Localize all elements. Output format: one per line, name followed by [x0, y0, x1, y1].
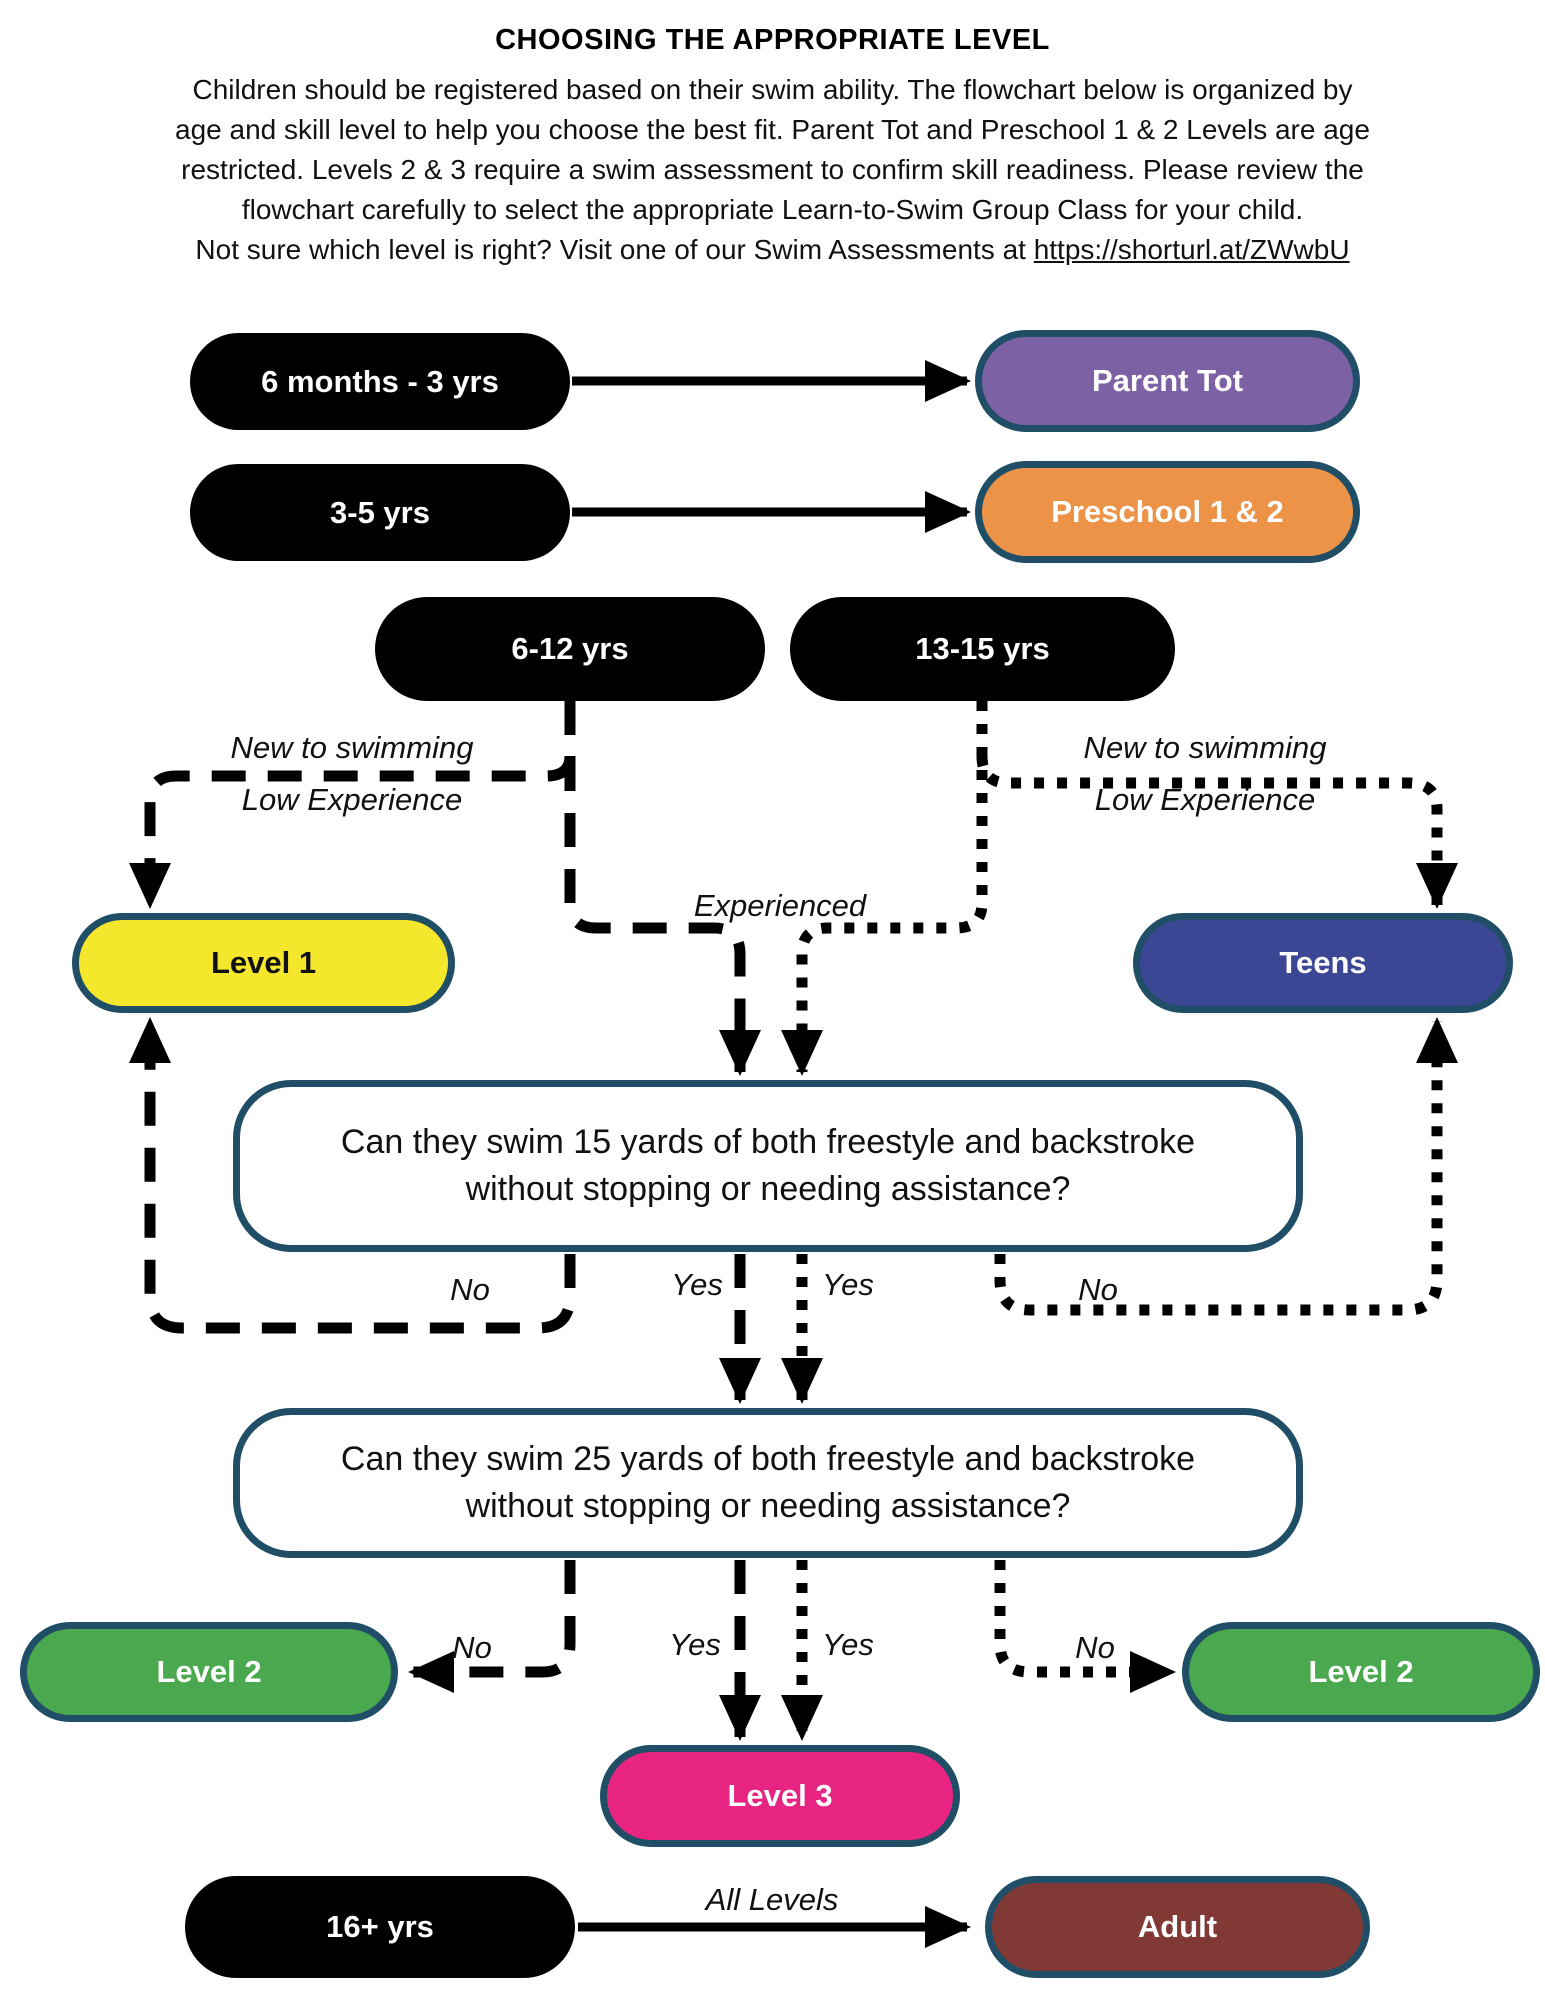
assessment-link[interactable]: https://shorturl.at/ZWwbU [1033, 234, 1350, 265]
edge-label-q2-no-left: No [452, 1630, 492, 1665]
intro-line-1: Children should be registered based on their swim ability. The flowchart below is organized by [192, 74, 1353, 105]
connector-612-new-to-level1 [150, 756, 570, 905]
edge-label-low-experience-left: Low Experience [241, 782, 463, 817]
assessment-text: Not sure which level is right? Visit one of our Swim Assessments at [195, 234, 1034, 265]
node-preschool-1-2: Preschool 1 & 2 [975, 461, 1360, 563]
intro-line-2: age and skill level to help you choose the best fit. Parent Tot and Preschool 1 & 2 Levels are age [175, 114, 1370, 145]
edge-label-low-experience-right: Low Experience [1094, 782, 1316, 817]
edge-label-q2-yes-left: Yes [669, 1627, 721, 1662]
intro-line-4: flowchart carefully to select the appropriate Learn-to-Swim Group Class for your child. [241, 194, 1304, 225]
connector-1315-new-to-teens [982, 756, 1437, 905]
question-1-line-2: without stopping or needing assistance? [465, 1170, 1071, 1208]
edge-label-q1-no-left: No [450, 1272, 490, 1307]
node-age-6months-3yrs: 6 months - 3 yrs [190, 333, 570, 430]
node-level-2-right: Level 2 [1182, 1622, 1540, 1722]
edge-label-q2-yes-right: Yes [822, 1627, 874, 1662]
question-box-25-yards [233, 1408, 1303, 1558]
edge-label-q2-no-right: No [1075, 1630, 1115, 1665]
question-2-line-1: Can they swim 25 yards of both freestyle and backstroke [340, 1440, 1196, 1478]
edge-label-all-levels: All Levels [705, 1882, 839, 1917]
question-2-line-2: without stopping or needing assistance? [465, 1487, 1071, 1525]
edge-label-q1-yes-left: Yes [671, 1267, 723, 1302]
question-box-15-yards [233, 1080, 1303, 1252]
node-age-13-15yrs: 13-15 yrs [790, 597, 1175, 701]
edge-label-new-to-swimming-right: New to swimming [1083, 730, 1327, 765]
node-level-1: Level 1 [72, 913, 455, 1013]
intro-line-3: restricted. Levels 2 & 3 require a swim assessment to confirm skill readiness. Please review the [181, 154, 1364, 185]
node-level-3: Level 3 [600, 1745, 960, 1847]
node-age-6-12yrs: 6-12 yrs [375, 597, 765, 701]
question-1-line-1: Can they swim 15 yards of both freestyle and backstroke [340, 1123, 1196, 1161]
node-age-16plus: 16+ yrs [185, 1876, 575, 1978]
node-parent-tot: Parent Tot [975, 330, 1360, 432]
connector-612-experienced-to-q1 [570, 701, 740, 1072]
node-level-2-left: Level 2 [20, 1622, 398, 1722]
node-adult: Adult [985, 1876, 1370, 1978]
connector-1315-experienced-to-q1 [802, 701, 982, 1072]
edge-label-new-to-swimming-left: New to swimming [230, 730, 474, 765]
edge-label-experienced: Experienced [693, 888, 867, 923]
edge-label-q1-no-right: No [1078, 1272, 1118, 1307]
edge-label-q1-yes-right: Yes [822, 1267, 874, 1302]
node-age-3-5yrs: 3-5 yrs [190, 464, 570, 561]
node-teens: Teens [1133, 913, 1513, 1013]
page-title: CHOOSING THE APPROPRIATE LEVEL [495, 24, 1050, 56]
